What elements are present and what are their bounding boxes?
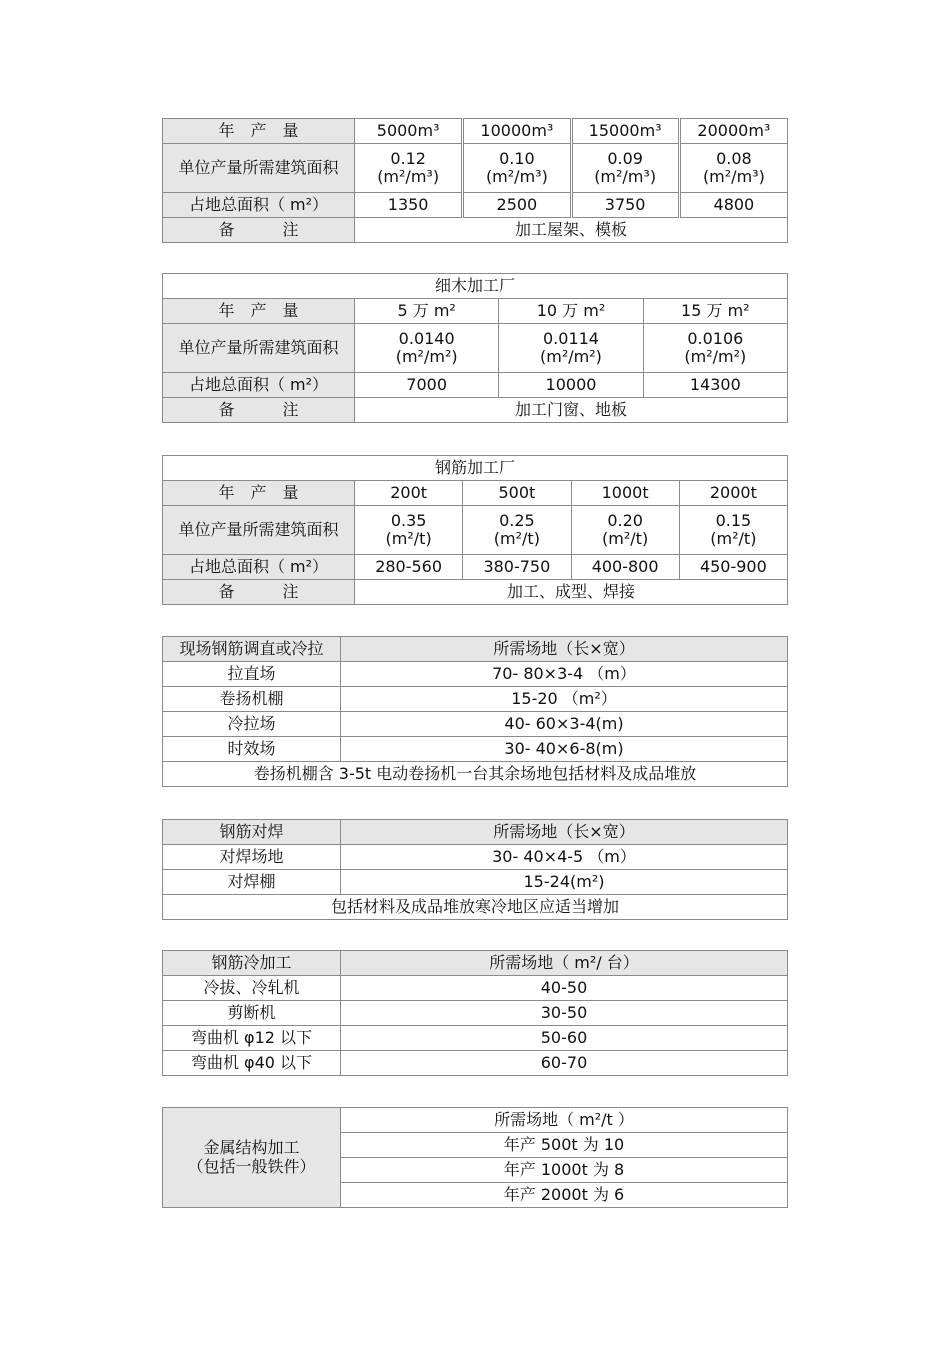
label-line: 金属结构加工	[203, 1138, 300, 1158]
table-row	[163, 737, 788, 762]
area-cell	[679, 506, 787, 555]
area-unit: (m²/t)	[493, 529, 540, 548]
area-cell	[355, 144, 463, 193]
row-label: 占地总面积（ m²）	[163, 555, 355, 580]
table-row	[163, 481, 788, 506]
area-cell	[499, 324, 643, 373]
area-value: 0.12	[390, 148, 426, 168]
area-unit: (m²/m²)	[684, 347, 747, 366]
capacity-cell: 5 万 m²	[355, 299, 499, 324]
table-row	[163, 1051, 788, 1076]
value-cell: 年产 2000t 为 6	[341, 1183, 788, 1208]
site-cell: 10000	[499, 373, 643, 398]
area-value: 0.20	[607, 510, 643, 530]
table-row	[163, 976, 788, 1001]
area-unit: (m²/m³)	[377, 167, 440, 186]
area-value: 0.0106	[687, 328, 744, 348]
table-row	[163, 555, 788, 580]
table-row	[163, 373, 788, 398]
row-label: 备 注	[163, 580, 355, 605]
item-cell: 冷拔、冷轧机	[163, 976, 341, 1001]
site-cell: 280-560	[355, 555, 463, 580]
area-unit: (m²/m³)	[594, 167, 657, 186]
item-cell: 对焊场地	[163, 845, 341, 870]
table-row	[163, 119, 788, 144]
table-row	[163, 506, 788, 555]
value-cell: 30-50	[341, 1001, 788, 1026]
capacity-cell: 15 万 m²	[643, 299, 787, 324]
site-cell: 2500	[463, 193, 571, 218]
area-unit: (m²/m³)	[485, 167, 548, 186]
value-cell: 年产 500t 为 10	[341, 1133, 788, 1158]
area-unit: (m²/m²)	[395, 347, 458, 366]
row-label	[163, 1108, 341, 1208]
site-cell: 1350	[355, 193, 463, 218]
table-row	[163, 687, 788, 712]
value-cell: 60-70	[341, 1051, 788, 1076]
value-cell: 40- 60×3-4(m)	[341, 712, 788, 737]
area-cell	[355, 324, 499, 373]
area-unit: (m²/m²)	[540, 347, 602, 366]
value-cell: 70- 80×3-4 （m）	[341, 662, 788, 687]
table-row	[163, 398, 788, 423]
site-cell: 400-800	[571, 555, 679, 580]
table-row	[163, 1026, 788, 1051]
capacity-cell: 2000t	[679, 481, 787, 506]
capacity-cell: 5000m³	[355, 119, 463, 144]
value-cell: 50-60	[341, 1026, 788, 1051]
column-header: 现场钢筋调直或冷拉	[163, 637, 341, 662]
note-cell: 卷扬机棚含 3-5t 电动卷扬机一台其余场地包括材料及成品堆放	[163, 762, 788, 787]
table-row	[163, 324, 788, 373]
area-cell	[643, 324, 787, 373]
capacity-cell: 15000m³	[571, 119, 679, 144]
table-row	[163, 1001, 788, 1026]
column-header: 所需场地（ m²/ 台）	[341, 951, 788, 976]
item-cell: 卷扬机棚	[163, 687, 341, 712]
row-label: 年 产 量	[163, 299, 355, 324]
table-row	[163, 762, 788, 787]
capacity-cell: 20000m³	[679, 119, 787, 144]
area-value: 0.0140	[398, 328, 455, 348]
table-row	[163, 456, 788, 481]
item-cell: 拉直场	[163, 662, 341, 687]
table-fine-wood-factory	[162, 273, 788, 423]
value-cell: 年产 1000t 为 8	[341, 1158, 788, 1183]
row-label: 年 产 量	[163, 119, 355, 144]
row-label: 单位产量所需建筑面积	[163, 506, 355, 555]
table-row	[163, 845, 788, 870]
area-cell	[463, 144, 571, 193]
table-title: 钢筋加工厂	[163, 456, 788, 481]
table-row	[163, 637, 788, 662]
area-cell	[355, 506, 463, 555]
area-value: 0.15	[715, 510, 752, 530]
note-cell: 包括材料及成品堆放寒冷地区应适当增加	[163, 895, 788, 920]
column-header: 钢筋对焊	[163, 820, 341, 845]
table-rebar-factory	[162, 455, 788, 605]
table-row	[163, 144, 788, 193]
item-cell: 时效场	[163, 737, 341, 762]
table-rebar-straightening	[162, 636, 788, 787]
item-cell: 剪断机	[163, 1001, 341, 1026]
table-rebar-cold-working	[162, 950, 788, 1076]
column-header: 所需场地（长×宽）	[341, 637, 788, 662]
site-cell: 450-900	[679, 555, 787, 580]
table-row	[163, 274, 788, 299]
table-wood-processing	[162, 118, 788, 243]
value-cell: 30- 40×4-5 （m）	[341, 845, 788, 870]
capacity-cell: 10000m³	[463, 119, 571, 144]
row-label: 备 注	[163, 218, 355, 243]
area-value: 0.10	[499, 148, 535, 168]
row-label: 单位产量所需建筑面积	[163, 324, 355, 373]
area-cell	[463, 506, 571, 555]
site-cell: 380-750	[463, 555, 571, 580]
table-rebar-butt-welding	[162, 819, 788, 920]
row-label: 年 产 量	[163, 481, 355, 506]
value-cell: 40-50	[341, 976, 788, 1001]
table-row	[163, 895, 788, 920]
table-row	[163, 662, 788, 687]
column-header: 所需场地（长×宽）	[341, 820, 788, 845]
area-cell	[679, 144, 787, 193]
area-value: 0.08	[716, 148, 752, 168]
area-unit: (m²/t)	[710, 529, 757, 548]
column-header: 钢筋冷加工	[163, 951, 341, 976]
area-unit: (m²/m³)	[702, 167, 765, 186]
remark-cell: 加工屋架、模板	[355, 218, 788, 243]
area-cell	[571, 144, 679, 193]
table-row	[163, 951, 788, 976]
capacity-cell: 1000t	[571, 481, 679, 506]
label-line: （包括一般铁件）	[187, 1156, 316, 1176]
table-row	[163, 1108, 788, 1133]
item-cell: 弯曲机 φ12 以下	[163, 1026, 341, 1051]
site-cell: 3750	[571, 193, 679, 218]
capacity-cell: 10 万 m²	[499, 299, 643, 324]
site-cell: 4800	[679, 193, 787, 218]
row-label: 占地总面积（ m²）	[163, 193, 355, 218]
row-label: 单位产量所需建筑面积	[163, 144, 355, 193]
table-row	[163, 218, 788, 243]
capacity-cell: 500t	[463, 481, 571, 506]
remark-cell: 加工门窗、地板	[355, 398, 788, 423]
item-cell: 弯曲机 φ40 以下	[163, 1051, 341, 1076]
value-cell: 15-20 （m²）	[341, 687, 788, 712]
area-cell	[571, 506, 679, 555]
value-cell: 15-24(m²)	[341, 870, 788, 895]
table-row	[163, 870, 788, 895]
area-value: 0.0114	[543, 328, 599, 348]
site-cell: 7000	[355, 373, 499, 398]
column-header: 所需场地（ m²/t ）	[341, 1108, 788, 1133]
table-row	[163, 580, 788, 605]
area-value: 0.25	[499, 510, 535, 530]
area-value: 0.35	[390, 510, 427, 530]
table-title: 细木加工厂	[163, 274, 788, 299]
row-label: 占地总面积（ m²）	[163, 373, 355, 398]
row-label: 备 注	[163, 398, 355, 423]
table-row	[163, 299, 788, 324]
table-metal-structure	[162, 1107, 788, 1208]
area-value: 0.09	[607, 148, 643, 168]
area-unit: (m²/t)	[385, 529, 432, 548]
table-row	[163, 193, 788, 218]
table-row	[163, 712, 788, 737]
value-cell: 30- 40×6-8(m)	[341, 737, 788, 762]
item-cell: 冷拉场	[163, 712, 341, 737]
area-unit: (m²/t)	[602, 529, 649, 548]
site-cell: 14300	[643, 373, 787, 398]
table-row	[163, 820, 788, 845]
remark-cell: 加工、成型、焊接	[355, 580, 788, 605]
item-cell: 对焊棚	[163, 870, 341, 895]
capacity-cell: 200t	[355, 481, 463, 506]
